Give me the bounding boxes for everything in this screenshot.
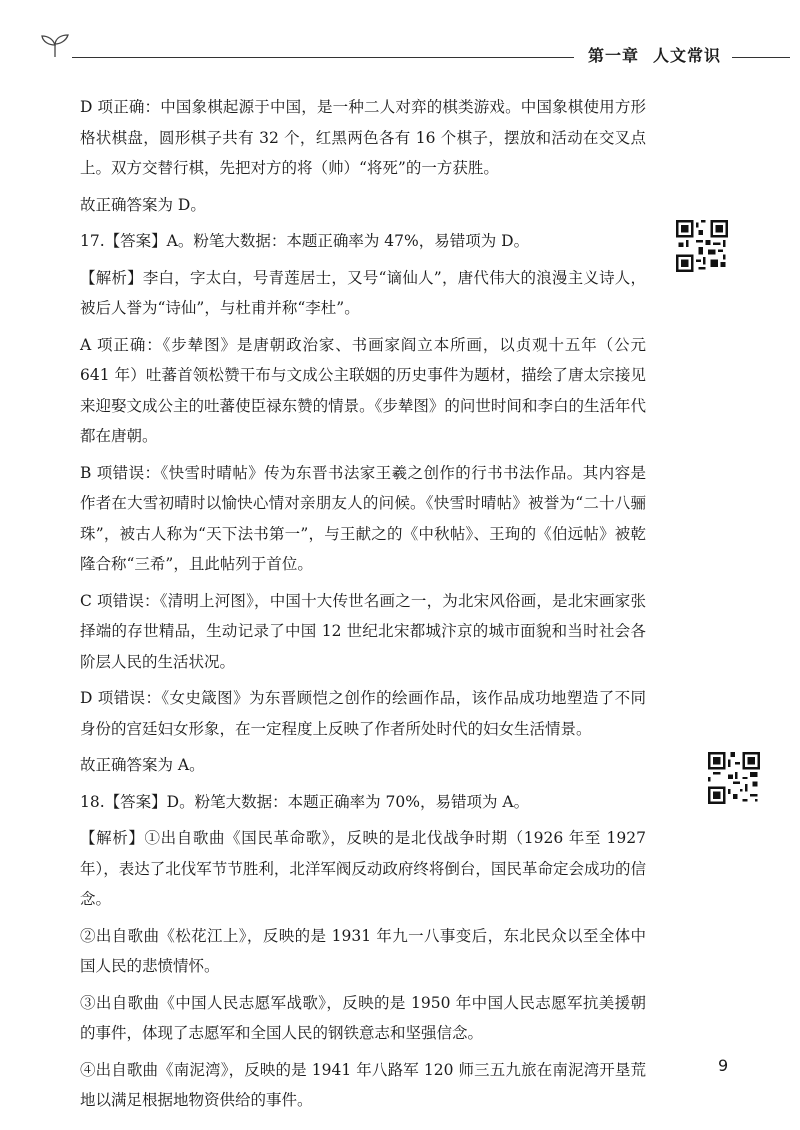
paragraph: A 项正确：《步辇图》是唐朝政治家、书画家阎立本所画，以贞观十五年（公元 641 年）吐蕃首领松赞干布与文成公主联姻的历史事件为题材，描绘了唐太宗接见来迎娶文成公主的吐蕃使臣禄东赞的情景。《步辇图》的问世时间和李白的生活年代都在唐朝。 <box>80 335 646 445</box>
page-body <box>80 92 646 1122</box>
paragraph: ③出自歌曲《中国人民志愿军战歌》，反映的是 1950 年中国人民志愿军抗美援朝的事件，体现了志愿军和全国人民的钢铁意志和坚强信念。 <box>80 993 646 1042</box>
header-rule-right <box>732 57 790 58</box>
paragraph: ②出自歌曲《松花江上》，反映的是 1931 年九一八事变后，东北民众以至全体中国人民的悲愤情怀。 <box>80 926 646 975</box>
chapter-section: 人文常识 <box>653 46 722 65</box>
chapter-number: 第一章 <box>588 46 640 65</box>
answer-17: 17.【答案】A。粉笔大数据：本题正确率为 47%，易错项为 D。 <box>80 232 530 250</box>
paragraph: D 项正确：中国象棋起源于中国，是一种二人对弈的棋类游戏。中国象棋使用方形格状棋盘，圆形棋子共有 32 个，红黑两色各有 16 个棋子，摆放和活动在交叉点上。双方交替行棋，先把对方的将（帅）“将死”的一方获胜。 <box>80 98 646 177</box>
paragraph: 故正确答案为 A。 <box>80 756 205 774</box>
qr-code-18[interactable] <box>708 752 760 804</box>
paragraph: C 项错误：《清明上河图》，中国十大传世名画之一，为北宋风俗画，是北宋画家张择端的存世精品，生动记录了中国 12 世纪北宋都城汴京的城市面貌和当时社会各阶层人民的生活状况。 <box>80 591 646 671</box>
page-number: 9 <box>718 1056 729 1075</box>
analysis-17: 【解析】李白，字太白，号青莲居士，又号“谪仙人”，唐代伟大的浪漫主义诗人，被后人誉为“诗仙”，与杜甫并称“李杜”。 <box>80 268 646 317</box>
paragraph: ④出自歌曲《南泥湾》，反映的是 1941 年八路军 120 师三五九旅在南泥湾开垦荒地以满足根据地物资供给的事件。 <box>80 1060 646 1109</box>
sprout-icon <box>40 33 70 63</box>
chapter-title <box>588 43 735 66</box>
paragraph: B 项错误：《快雪时晴帖》传为东晋书法家王羲之创作的行书书法作品。其内容是作者在大雪初晴时以愉快心情对亲朋友人的问候。《快雪时晴帖》被誉为“二十八骊珠”，被古人称为“天下法书第一”，与王献之的《中秋帖》、王珣的《伯远帖》被乾隆合称“三希”，且此帖列于首位。 <box>80 463 646 573</box>
page-header <box>0 0 800 70</box>
analysis-18: 【解析】①出自歌曲《国民革命歌》，反映的是北伐战争时期（1926 年至 1927 年），表达了北伐军节节胜利，北洋军阀反动政府终将倒台，国民革命定会成功的信念。 <box>80 829 646 908</box>
qr-code-17[interactable] <box>676 220 728 272</box>
paragraph: D 项错误：《女史箴图》为东晋顾恺之创作的绘画作品，该作品成功地塑造了不同身份的宫廷妇女形象，在一定程度上反映了作者所处时代的妇女生活情景。 <box>80 689 646 738</box>
paragraph: 故正确答案为 D。 <box>80 195 206 214</box>
answer-18: 18.【答案】D。粉笔大数据：本题正确率为 70%，易错项为 A。 <box>80 792 530 811</box>
header-rule-left <box>72 57 574 58</box>
